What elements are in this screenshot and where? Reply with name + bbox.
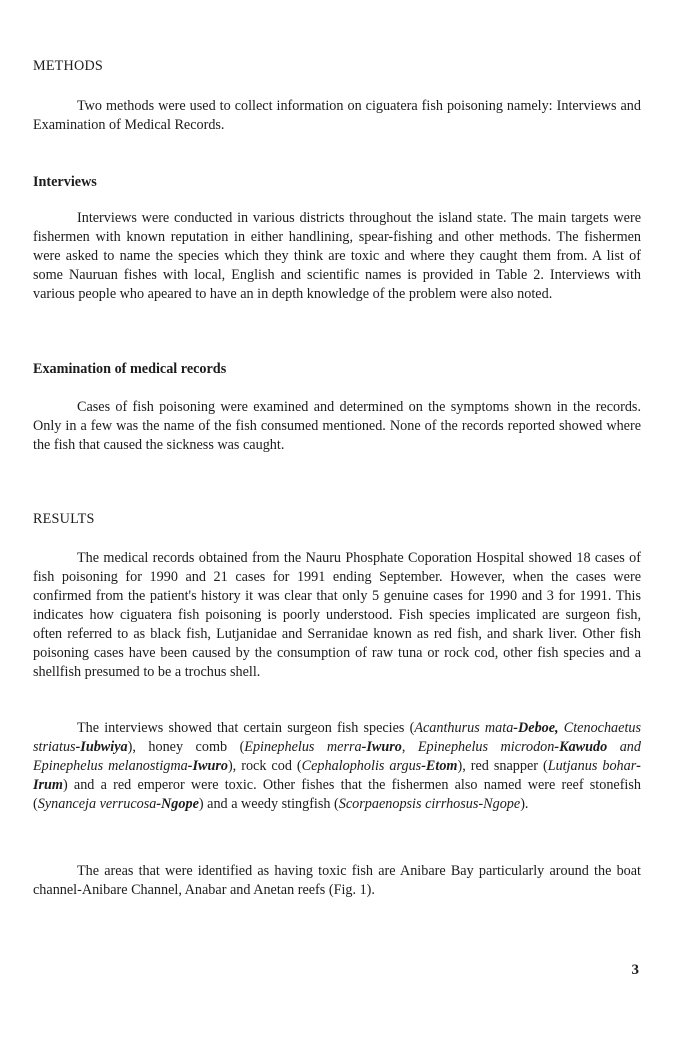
results-heading: RESULTS (33, 511, 95, 527)
species-name: Epinephelus merra (244, 739, 362, 755)
local-name: -Kawudo (554, 739, 608, 755)
text-run: and (607, 739, 641, 755)
local-name: -Iwuro (361, 739, 402, 755)
medical-records-paragraph: Cases of fish poisoning were examined and determined on the symptoms shown in the records. Only in a few was the name of the fish consumed mentioned. None of the records reported showed where the fish that caused the sickness was caught. (33, 399, 641, 453)
results-paragraph-1: The medical records obtained from the Nauru Phosphate Coporation Hospital showed 18 cases of fish poisoning for 1990 and 21 cases for 1991 ending September. However, when the cases were confirmed from the patient's history it was clear that only 5 genuine cases for 1990 and 3 for 1991. This indicates how ciguatera fish poisoning is poorly understood. Fish species implicated are surgeon fish, often referred to as black fish, Lutjanidae and Serranidae known as red fish, and shark liver. Other fish poisoning cases have been caused by the consumption of raw tuna or rock cod, other fish species and a shellfish presumed to be a trochus shell. (33, 550, 641, 680)
species-name: Synanceja verrucosa (37, 796, 157, 812)
text-run: ), honey comb ( (127, 739, 245, 755)
text-run: The interviews showed that certain surgeon fish species ( (77, 720, 415, 736)
species-name: Epinephelus microdon (417, 739, 555, 755)
page-number: 3 (631, 962, 639, 978)
methods-heading: METHODS (33, 58, 103, 74)
text-run: ), red snapper ( (457, 758, 548, 774)
local-name: -Iubwiya (75, 739, 128, 755)
species-name: Scorpaenopsis cirrhosus-Ngope (338, 796, 521, 812)
text-run: ) and a weedy stingfish ( (198, 796, 339, 812)
interviews-paragraph: Interviews were conducted in various districts throughout the island state. The main targets were fishermen with known reputation in either handlining, spear-fishing and other methods. The fishermen were asked to name the species which they think are toxic and where they caught them from. A list of some Nauruan fishes with local, English and scientific names is provided in Table 2. Interviews with various people who apeared to have an in depth knowledge of the problem were also noted. (33, 210, 641, 302)
species-name: Acanthurus mata (414, 720, 514, 736)
text-run: ). (520, 796, 529, 812)
text-run: ), rock cod ( (227, 758, 302, 774)
species-name: Lutjanus bohar (547, 758, 637, 774)
interviews-heading: Interviews (33, 174, 97, 190)
local-name: -Ngope (156, 796, 199, 812)
local-name: -Iwuro (187, 758, 228, 774)
text-run: , (401, 739, 418, 755)
species-name: Cephalopholis argus (301, 758, 422, 774)
local-name: -Etom (421, 758, 458, 774)
methods-intro-paragraph: Two methods were used to collect information on ciguatera fish poisoning namely: Interviews and Examination of Medical Records. (33, 98, 641, 133)
species-name: Epinephelus melanostigma (33, 758, 188, 774)
text-run: ) and a red emperor were toxic. Other fishes that the fishermen also named were reef stonefish ( (33, 777, 641, 812)
results-paragraph-3: The areas that were identified as having toxic fish are Anibare Bay particularly around the boat channel-Anibare Channel, Anabar and Anetan reefs (Fig. 1). (33, 863, 641, 898)
species-name: Ctenochaetus striatus (33, 720, 642, 755)
document-page (33, 0, 641, 1038)
medical-records-heading: Examination of medical records (33, 361, 227, 377)
local-name: -Deboe, (513, 720, 559, 736)
results-paragraph-2 (33, 719, 641, 814)
local-name: -Irum (33, 758, 641, 793)
